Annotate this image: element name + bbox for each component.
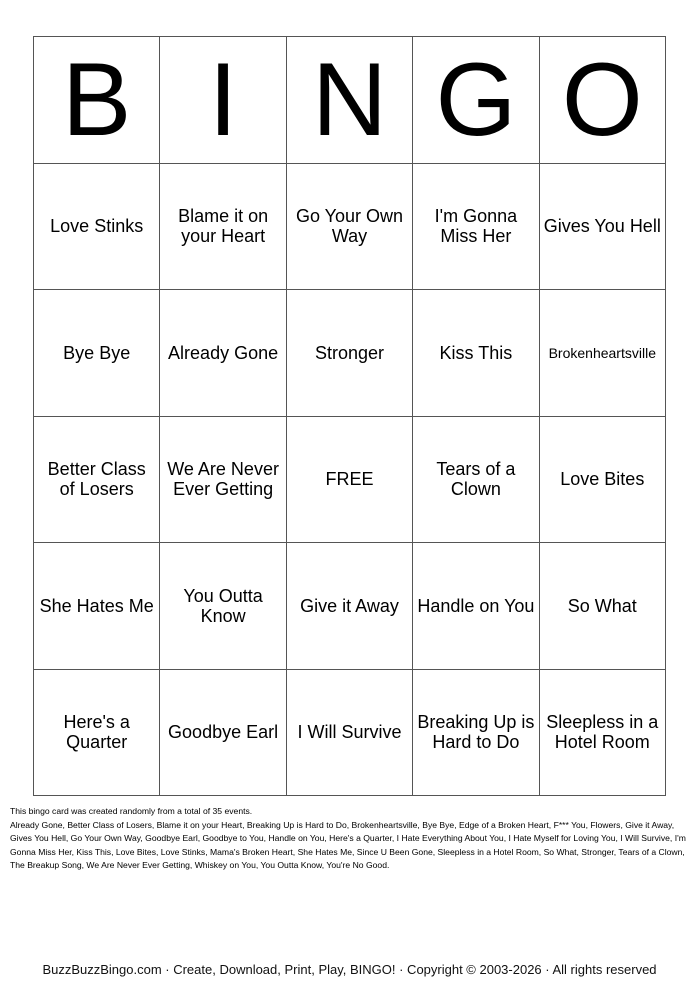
event-list: Already Gone, Better Class of Losers, Blame it on your Heart, Breaking Up is Hard to Do, Brokenheartsville, Bye Bye, Edge of a Broken Heart, F*** You, Flowers, Give it Away, Gives You Hell, Go Your Own Way, Goodbye Earl, Goodbye to You, Handle on You, Here's a Quarter, I Hate Everything About You, I Hate Myself for Loving You, I Will Survive, I'm Gonna Miss Her, Kiss This, Love Bites, Love Stinks, Mama's Broken Heart, She Hates Me, Since U Been Gone, Sleepless in a Hotel Room, So What, Stronger, Tears of a Clown, The Breakup Song, We Are Never Ever Getting, Whiskey on You, You Outta Know, You're No Good. [10, 819, 686, 870]
header-letter-b: B [34, 37, 160, 164]
bingo-cell: Love Stinks [34, 164, 160, 291]
free-space-cell: FREE [287, 417, 413, 544]
bingo-cell: Bye Bye [34, 290, 160, 417]
bingo-cell: Sleepless in a Hotel Room [540, 670, 666, 797]
bingo-cell: She Hates Me [34, 543, 160, 670]
bingo-cell: Here's a Quarter [34, 670, 160, 797]
bingo-cell: Kiss This [413, 290, 539, 417]
bingo-cell: I'm Gonna Miss Her [413, 164, 539, 291]
bingo-cell: Breaking Up is Hard to Do [413, 670, 539, 797]
bingo-cell: We Are Never Ever Getting [160, 417, 286, 544]
header-letter-i: I [160, 37, 286, 164]
header-letter-o: O [540, 37, 666, 164]
bingo-cell: Go Your Own Way [287, 164, 413, 291]
bingo-cell: Better Class of Losers [34, 417, 160, 544]
bingo-cell: So What [540, 543, 666, 670]
bingo-cell: Goodbye Earl [160, 670, 286, 797]
bingo-cell: You Outta Know [160, 543, 286, 670]
card-info [10, 805, 690, 873]
bingo-cell: Already Gone [160, 290, 286, 417]
header-letter-g: G [413, 37, 539, 164]
footer-text: BuzzBuzzBingo.com · Create, Download, Print, Play, BINGO! · Copyright © 2003-2026 · All rights reserved [42, 962, 657, 977]
card-summary: This bingo card was created randomly from a total of 35 events. [10, 806, 253, 816]
bingo-cell: Handle on You [413, 543, 539, 670]
bingo-cell: Love Bites [540, 417, 666, 544]
bingo-cell: Blame it on your Heart [160, 164, 286, 291]
bingo-cell: I Will Survive [287, 670, 413, 797]
bingo-cell: Stronger [287, 290, 413, 417]
bingo-cell: Gives You Hell [540, 164, 666, 291]
header-letter-n: N [287, 37, 413, 164]
bingo-card [33, 36, 666, 796]
bingo-cell: Tears of a Clown [413, 417, 539, 544]
bingo-cell: Brokenheartsville [540, 290, 666, 417]
bingo-cell: Give it Away [287, 543, 413, 670]
